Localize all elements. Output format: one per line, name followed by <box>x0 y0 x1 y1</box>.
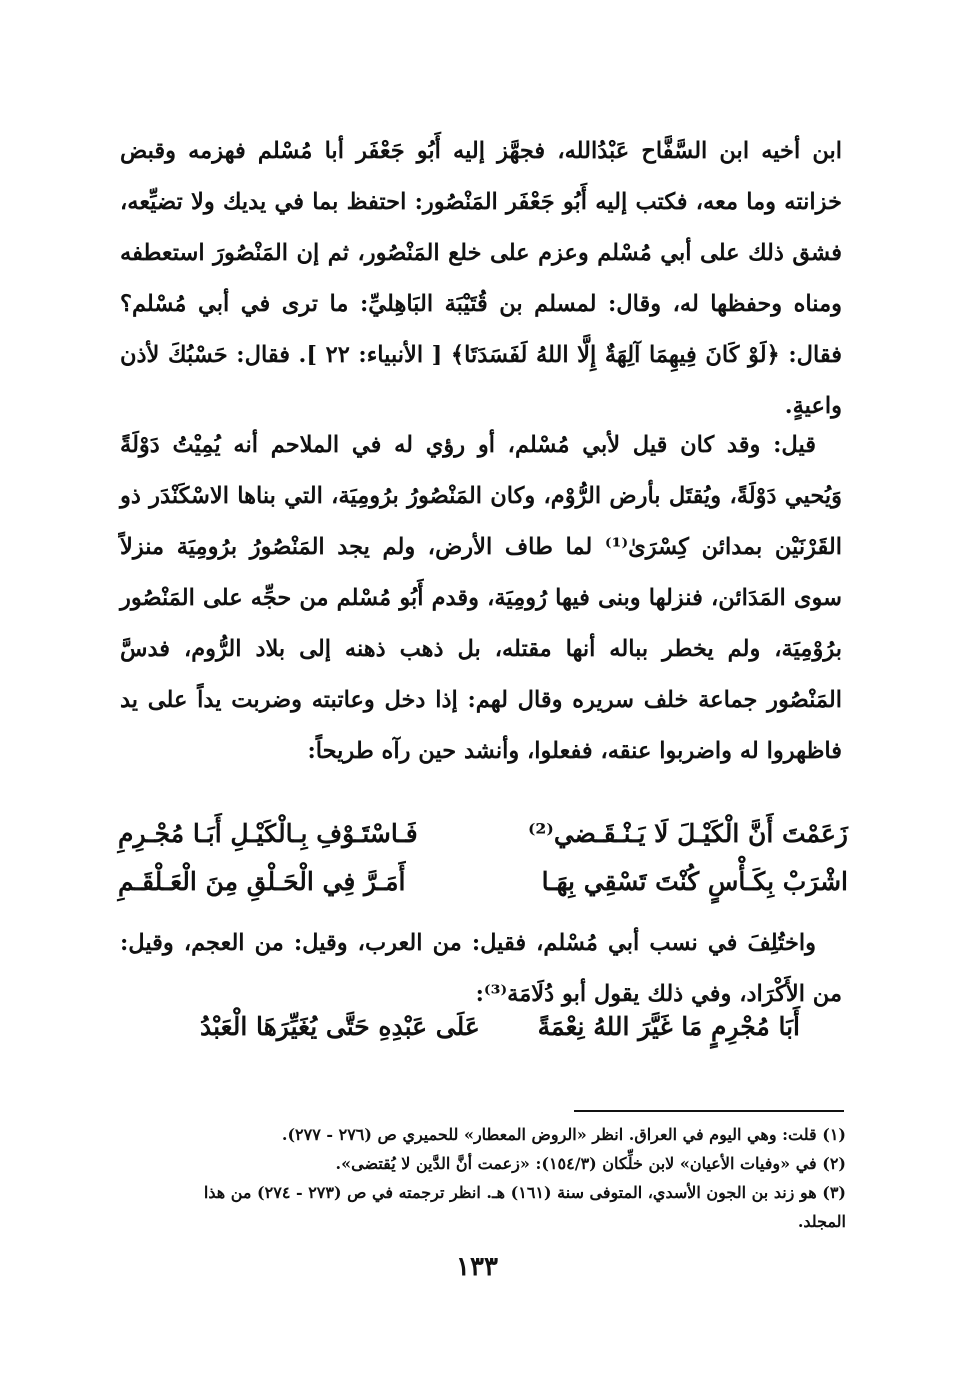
footnote-1: (١) قلت: وهي اليوم في العراق. انظر «الروض المعطار» للحميري ص (٢٧٦ - ٢٧٧). <box>281 1125 846 1144</box>
paragraph-2 <box>120 420 842 777</box>
verse-line <box>118 858 848 906</box>
footnote-divider <box>574 1110 844 1112</box>
footnotes <box>110 1120 846 1236</box>
poem-verses <box>118 810 848 906</box>
page-number: ١٣٣ <box>456 1252 498 1282</box>
footnote-2: (٢) في «وفيات الأعيان» لابن خلِّكان (١٥٤/٣): «زعمت أنَّ الدَّين لا يُقتضى». <box>335 1154 846 1173</box>
verse-first-hemistich: اشْرَبْ بِكَـأْسٍ كُنْتَ تَسْقِي بِهَـا <box>541 867 848 896</box>
verse-second-hemistich: عَلَى عَبْدِهِ حَتَّى يُغَيِّرَهَا الْعَبْدُ <box>200 1012 480 1041</box>
verse-line <box>118 810 848 858</box>
verse-line <box>200 1003 800 1051</box>
paragraph-3-text: واختُلِفَ في نسب أبي مُسْلم، فقيل: من العرب، وقيل: من العجم، وقيل: من الأَكْرَاد، وفي ذلك يقول أبو دُلَامَة⁽³⁾: <box>120 930 842 1007</box>
single-verse <box>200 1003 800 1051</box>
verse-first-hemistich: زَعَمْتَ أَنَّ الْكَيْـلَ لَا يَـنْـقَـضي⁽²⁾ <box>527 819 848 848</box>
verse-second-hemistich: فَـاسْتَـوْفِ بِـالْكَيْـلِ أَبَـا مُجْـرِمِ <box>118 819 418 848</box>
paragraph-1-text: ابن أخيه ابن السَّفَّاح عَبْدُالله، فجهَّز إليه أَبُو جَعْفَر أبا مُسْلم فهزمه وقبض خزانته وما معه، فكتب إليه أَبُو جَعْفَر المَنْصُور: احتفظ بما في يديك ولا تضيِّعه، فشق ذلك على أبي مُسْلم وعزم على خلع المَنْصُور، ثم إن المَنْصُورَ استعطفه ومناه وحفظها له، وقال: لمسلم بن قُتَيْبَة البَاهِليِّ: ما ترى في أبي مُسْلم؟ فقال: ﴿لَوْ كَانَ فِيهِمَا آلِهَةٌ إِلَّا اللهُ لَفَسَدَتَا﴾ [ الأنبياء: ٢٢ ]. فقال: حَسْبُكَ لأذن واعيةٍ. <box>120 138 842 419</box>
paragraph-2-text: قيل: وقد كان قيل لأبي مُسْلم، أو رؤي له في الملاحم أنه يُمِيْتُ دَوْلَةً وَيُحيي دَوْلَةً، ويُقتَل بأرض الرُّوْم، وكان المَنْصُورُ برُومِيَة، التي بناها الاسْكَنْدَر ذو القَرْنَيْن بمدائن كِسْرَىٰ⁽¹⁾ لما طاف الأرض، ولم يجد المَنْصُورُ برُومِيَة منزلاً سوى المَدَائن، فنزلها وبنى فيها رُومِيَة، وقدم أَبُو مُسْلم من حجِّه على المَنْصُور برُوْمِيَة، ولم يخطر بباله أنها مقتله، بل ذهب ذهنه إلى بلاد الرُّوم، فدسَّ المَنْصُور جماعة خلف سريره وقال لهم: إذا دخل وعاتبته وضربت يداً على يد فاظهروا له واضربوا عنقه، ففعلوا، وأنشد حين رآه طريحاً: <box>120 432 843 764</box>
paragraph-1 <box>120 126 842 432</box>
footnote-3: (٣) هو زند بن الجون الأسدي، المتوفى سنة (١٦١) هـ. انظر ترجمته في ص (٢٧٣ - ٢٧٤) من هذا <box>203 1183 846 1202</box>
verse-first-hemistich: أَبَا مُجْرِمٍ مَا غَيَّرَ اللهُ نِعْمَةً <box>537 1012 800 1041</box>
verse-second-hemistich: أَمَـرَّ فِي الْحَـلْقِ مِنَ الْعَـلْقَـمِ <box>118 867 406 896</box>
footnote-3-continuation: المجلد. <box>797 1212 846 1231</box>
